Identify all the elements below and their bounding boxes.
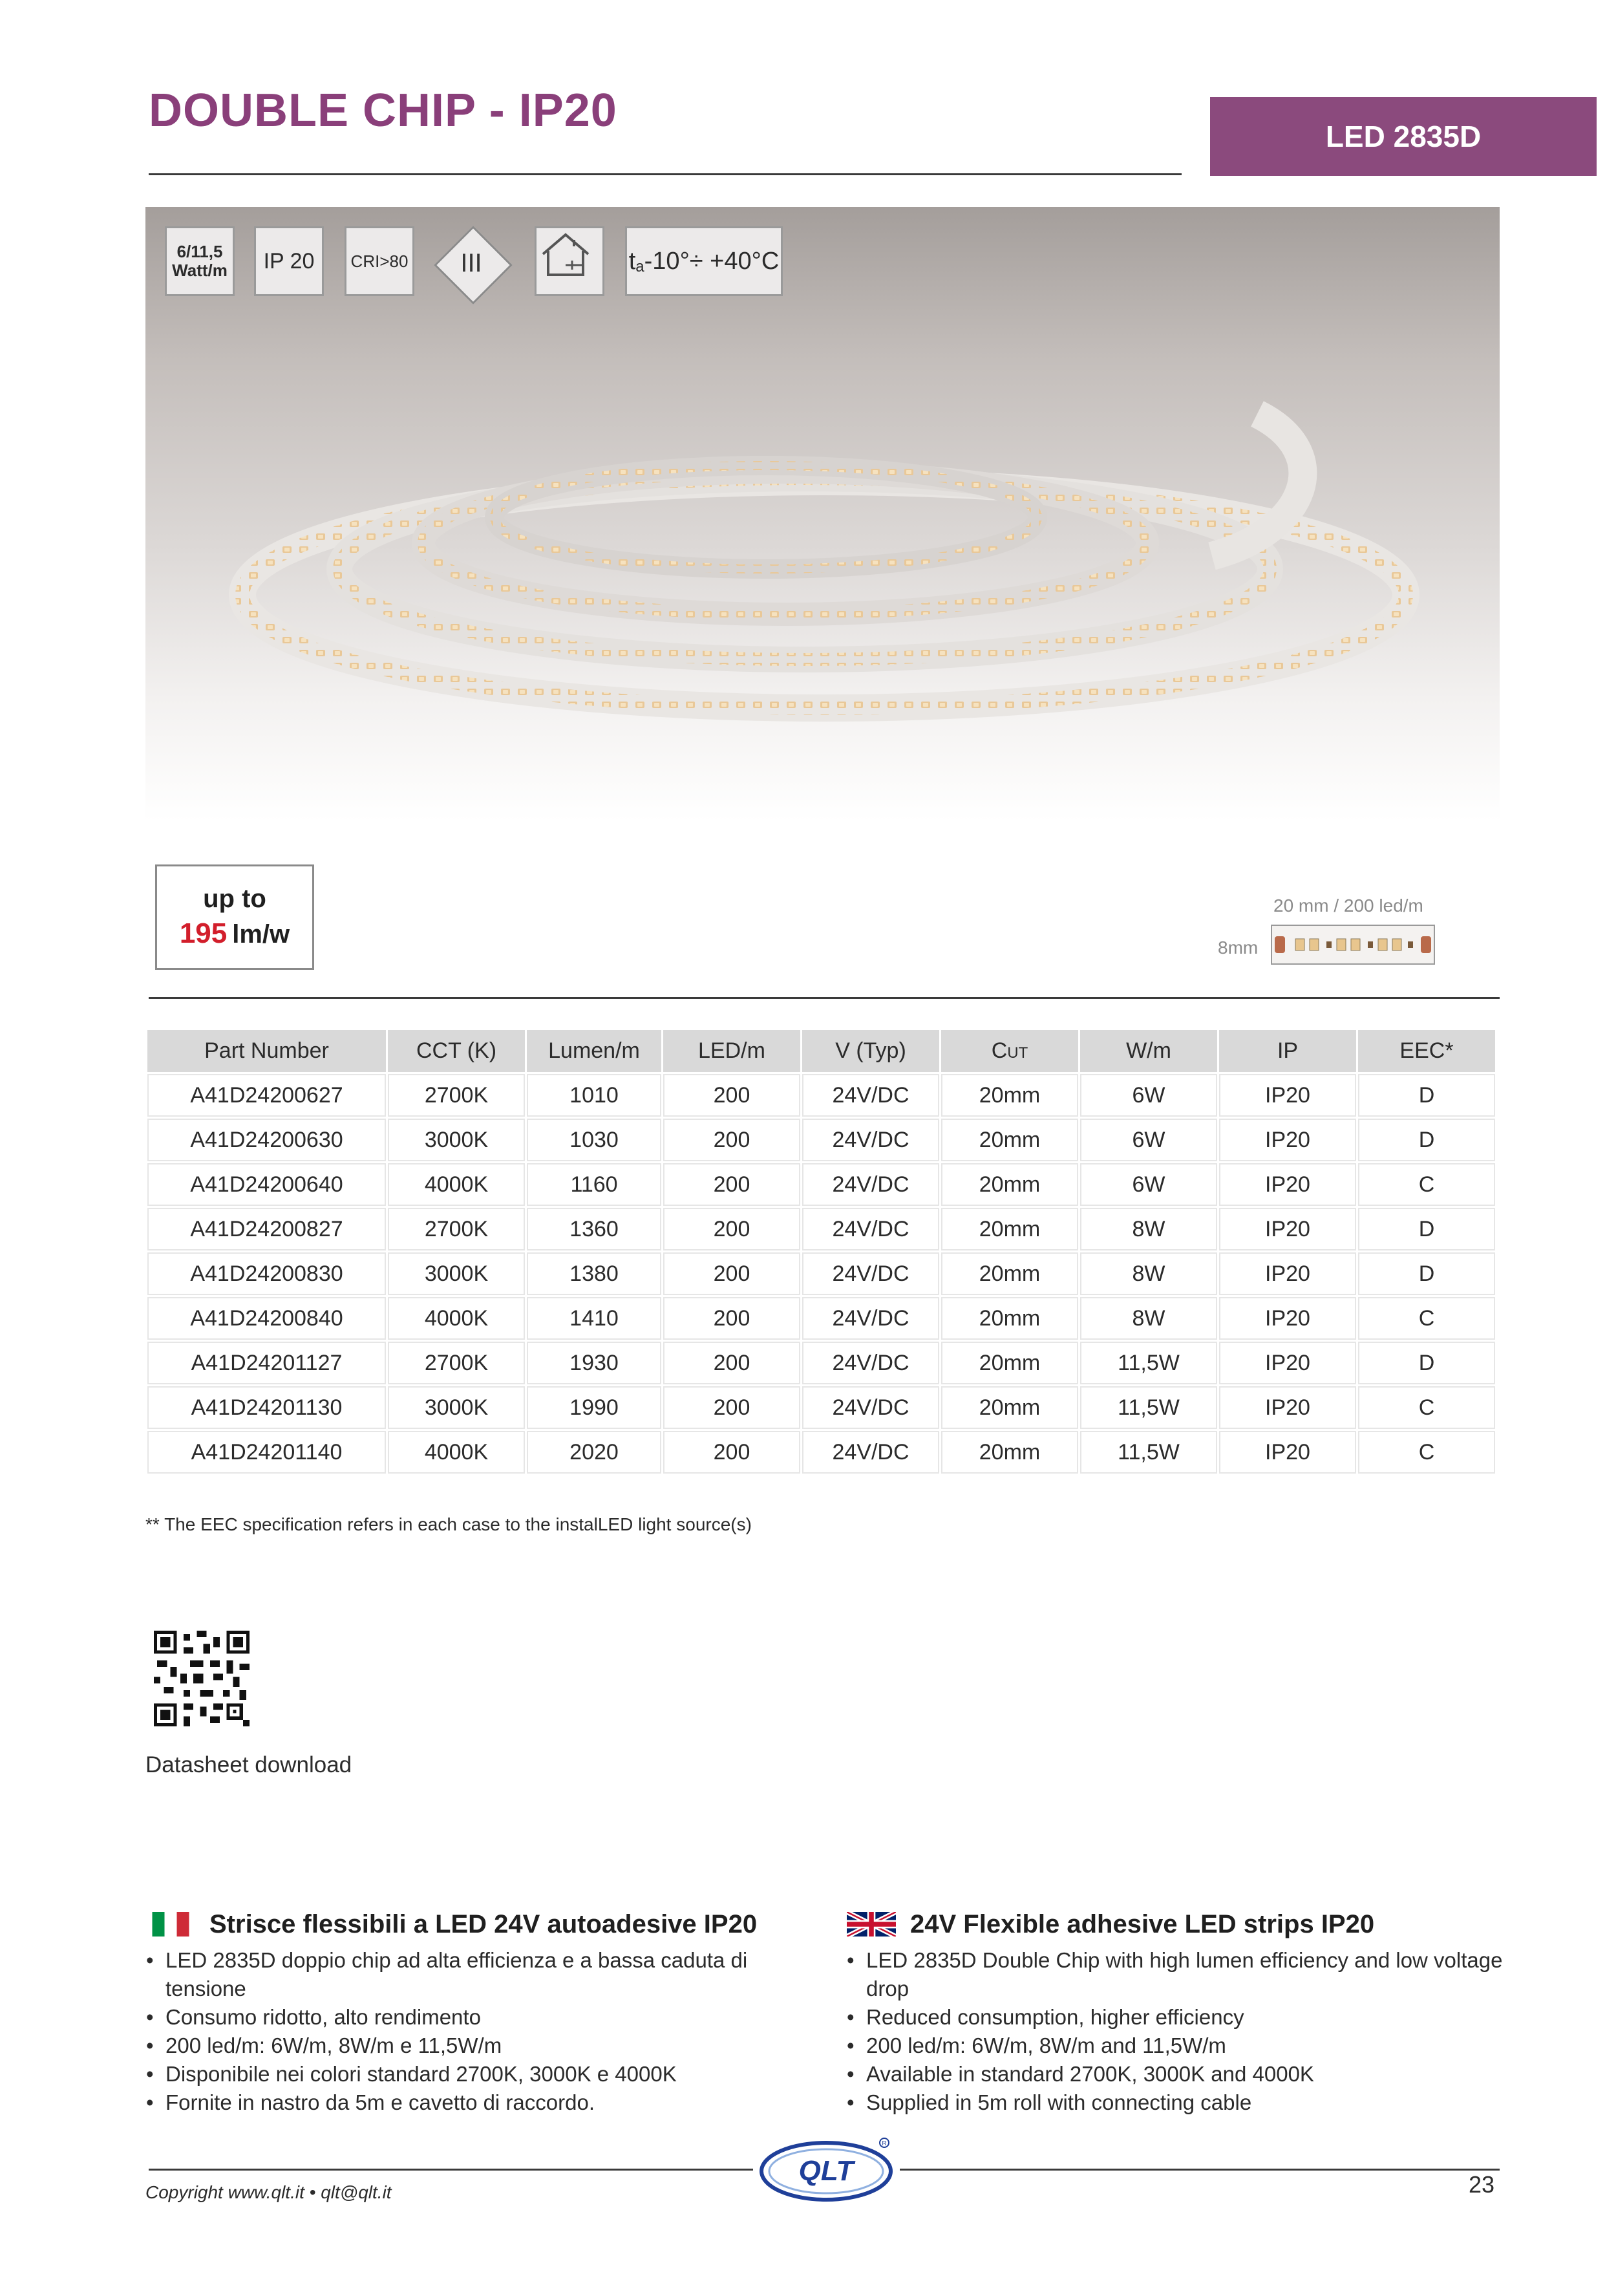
table-cell: 20mm <box>941 1297 1078 1340</box>
table-cell: 6W <box>1080 1074 1217 1117</box>
col-ip: IP <box>1219 1030 1356 1072</box>
table-cell: 24V/DC <box>802 1208 939 1250</box>
table-cell: 1360 <box>527 1208 661 1250</box>
protection-class-label: III <box>460 248 482 277</box>
table-row <box>147 1386 1495 1429</box>
table-cell: 20mm <box>941 1119 1078 1161</box>
table-cell: 6W <box>1080 1119 1217 1161</box>
table-cell: 3000K <box>388 1386 525 1429</box>
strip-pitch-label: 20 mm / 200 led/m <box>1273 896 1423 916</box>
table-cell: IP20 <box>1219 1342 1356 1384</box>
table-cell: 1160 <box>527 1163 661 1206</box>
eec-footnote: ** The EEC specification refers in each case to the instalLED light source(s) <box>145 1514 752 1534</box>
table-cell: D <box>1358 1119 1495 1161</box>
temp-range: -10°÷ +40°C <box>644 247 780 275</box>
efficiency-value: 195 <box>179 917 228 949</box>
copyright-text: Copyright www.qlt.it • qlt@qlt.it <box>145 2182 392 2202</box>
table-cell: 2700K <box>388 1208 525 1250</box>
table-row <box>147 1431 1495 1474</box>
footer-divider-right <box>900 2169 1500 2171</box>
table-cell: A41D24201140 <box>147 1431 386 1474</box>
table-cell: 20mm <box>941 1208 1078 1250</box>
table-cell: 24V/DC <box>802 1074 939 1117</box>
table-cell: 200 <box>663 1208 800 1250</box>
table-cell: 24V/DC <box>802 1163 939 1206</box>
table-cell: 24V/DC <box>802 1431 939 1474</box>
table-cell: 3000K <box>388 1119 525 1161</box>
ambient-temp-badge <box>625 226 783 296</box>
english-title: 24V Flexible adhesive LED strips IP20 <box>910 1909 1375 1938</box>
table-cell: 200 <box>663 1431 800 1474</box>
col-cut-label: Cut <box>991 1038 1028 1063</box>
table-cell: IP20 <box>1219 1252 1356 1295</box>
table-cell: 4000K <box>388 1297 525 1340</box>
table-cell: A41D24200640 <box>147 1163 386 1206</box>
table-cell: 1010 <box>527 1074 661 1117</box>
table-cell: A41D24201127 <box>147 1342 386 1384</box>
temp-subscript: a <box>635 258 644 275</box>
logo-text: QLT <box>798 2155 854 2187</box>
efficiency-unit: lm/w <box>232 920 290 949</box>
table-cell: 4000K <box>388 1431 525 1474</box>
table-cell: 8W <box>1080 1297 1217 1340</box>
list-item: • Supplied in 5m roll with connecting cable <box>847 2088 1506 2117</box>
table-cell: 20mm <box>941 1431 1078 1474</box>
table-cell: C <box>1358 1431 1495 1474</box>
col-cut <box>941 1030 1078 1072</box>
datasheet-qr-code[interactable] <box>154 1631 250 1726</box>
table-cell: C <box>1358 1386 1495 1429</box>
col-watt: W/m <box>1080 1030 1217 1072</box>
english-features <box>847 1946 1506 2117</box>
table-cell: 24V/DC <box>802 1342 939 1384</box>
table-cell: 1410 <box>527 1297 661 1340</box>
table-cell: 200 <box>663 1342 800 1384</box>
strip-width-label: 8mm <box>1218 938 1259 958</box>
table-cell: A41D24201130 <box>147 1386 386 1429</box>
page-title: DOUBLE CHIP - IP20 <box>149 85 617 136</box>
table-row <box>147 1252 1495 1295</box>
table-cell: 200 <box>663 1074 800 1117</box>
table-cell: 6W <box>1080 1163 1217 1206</box>
col-led: LED/m <box>663 1030 800 1072</box>
table-cell: 200 <box>663 1163 800 1206</box>
table-cell: A41D24200830 <box>147 1252 386 1295</box>
wattage-unit: Watt/m <box>172 261 228 280</box>
col-voltage: V (Typ) <box>802 1030 939 1072</box>
efficiency-prefix: up to <box>203 885 266 913</box>
table-cell: IP20 <box>1219 1119 1356 1161</box>
table-cell: IP20 <box>1219 1297 1356 1340</box>
table-cell: IP20 <box>1219 1386 1356 1429</box>
col-eec: EEC* <box>1358 1030 1495 1072</box>
table-cell: 24V/DC <box>802 1297 939 1340</box>
table-cell: 2700K <box>388 1074 525 1117</box>
table-cell: IP20 <box>1219 1074 1356 1117</box>
table-cell: A41D24200827 <box>147 1208 386 1250</box>
product-photo <box>145 207 1500 821</box>
table-cell: 200 <box>663 1297 800 1340</box>
indoor-use-badge <box>535 226 604 296</box>
cri-badge: CRI>80 <box>345 226 414 296</box>
table-row <box>147 1074 1495 1117</box>
table-cell: 8W <box>1080 1252 1217 1295</box>
table-cell: 8W <box>1080 1208 1217 1250</box>
list-item: • 200 led/m: 6W/m, 8W/m e 11,5W/m <box>146 2032 805 2060</box>
list-item: • Consumo ridotto, alto rendimento <box>146 2003 805 2032</box>
english-description <box>847 1907 1506 2117</box>
table-cell: IP20 <box>1219 1163 1356 1206</box>
italian-features <box>146 1946 805 2117</box>
table-cell: D <box>1358 1074 1495 1117</box>
table-cell: 20mm <box>941 1252 1078 1295</box>
table-cell: A41D24200627 <box>147 1074 386 1117</box>
list-item: • 200 led/m: 6W/m, 8W/m and 11,5W/m <box>847 2032 1506 2060</box>
qlt-logo <box>755 2134 897 2205</box>
table-cell: 1990 <box>527 1386 661 1429</box>
qr-code-icon <box>154 1631 250 1726</box>
table-cell: A41D24200630 <box>147 1119 386 1161</box>
table-cell: 20mm <box>941 1342 1078 1384</box>
table-cell: 20mm <box>941 1163 1078 1206</box>
col-lumen: Lumen/m <box>527 1030 661 1072</box>
table-cell: 11,5W <box>1080 1386 1217 1429</box>
led-strip-coil-image <box>145 207 1500 821</box>
product-table <box>145 1028 1497 1475</box>
table-cell: C <box>1358 1163 1495 1206</box>
italy-flag-icon <box>146 1912 195 1937</box>
table-cell: 24V/DC <box>802 1386 939 1429</box>
table-cell: 20mm <box>941 1074 1078 1117</box>
table-cell: D <box>1358 1252 1495 1295</box>
list-item: • LED 2835D Double Chip with high lumen efficiency and low voltage drop <box>847 1946 1506 2003</box>
italian-title: Strisce flessibili a LED 24V autoadesive IP20 <box>209 1909 758 1938</box>
table-divider <box>149 997 1500 999</box>
wattage-badge <box>165 226 235 296</box>
table-row <box>147 1297 1495 1340</box>
qr-label: Datasheet download <box>145 1752 352 1777</box>
table-cell: 1030 <box>527 1119 661 1161</box>
col-part-number: Part Number <box>147 1030 386 1072</box>
table-cell: IP20 <box>1219 1208 1356 1250</box>
wattage-value: 6/11,5 <box>176 242 223 262</box>
table-cell: D <box>1358 1208 1495 1250</box>
efficiency-line <box>180 917 290 950</box>
table-cell: 20mm <box>941 1386 1078 1429</box>
table-cell: IP20 <box>1219 1431 1356 1474</box>
table-cell: 24V/DC <box>802 1119 939 1161</box>
protection-class-badge <box>434 226 508 300</box>
table-cell: 200 <box>663 1386 800 1429</box>
table-cell: A41D24200840 <box>147 1297 386 1340</box>
list-item: • Disponibile nei colori standard 2700K, 3000K e 4000K <box>146 2060 805 2088</box>
table-cell: 3000K <box>388 1252 525 1295</box>
table-cell: 200 <box>663 1119 800 1161</box>
title-divider <box>149 173 1182 175</box>
table-row <box>147 1163 1495 1206</box>
list-item: • Reduced consumption, higher efficiency <box>847 2003 1506 2032</box>
table-cell: 1380 <box>527 1252 661 1295</box>
table-row <box>147 1342 1495 1384</box>
uk-flag-icon <box>847 1912 896 1937</box>
table-cell: 200 <box>663 1252 800 1295</box>
efficiency-box <box>155 864 314 970</box>
table-cell: 11,5W <box>1080 1342 1217 1384</box>
italian-description <box>146 1907 805 2117</box>
temp-symbol: t <box>628 247 636 275</box>
table-cell: 4000K <box>388 1163 525 1206</box>
table-cell: 11,5W <box>1080 1431 1217 1474</box>
table-cell: 2020 <box>527 1431 661 1474</box>
table-cell: C <box>1358 1297 1495 1340</box>
list-item: • Fornite in nastro da 5m e cavetto di raccordo. <box>146 2088 805 2117</box>
list-item: • Available in standard 2700K, 3000K and 4000K <box>847 2060 1506 2088</box>
table-cell: 2700K <box>388 1342 525 1384</box>
list-item: • LED 2835D doppio chip ad alta efficienza e a bassa caduta di tensione <box>146 1946 805 2003</box>
table-cell: 1930 <box>527 1342 661 1384</box>
footer-divider-left <box>149 2169 753 2171</box>
col-cct: CCT (K) <box>388 1030 525 1072</box>
table-cell: 24V/DC <box>802 1252 939 1295</box>
table-row <box>147 1208 1495 1250</box>
svg-text:R: R <box>882 2140 887 2147</box>
page-number: 23 <box>1469 2171 1495 2198</box>
qlt-logo-icon <box>755 2134 897 2205</box>
indoor-house-icon <box>537 228 595 280</box>
table-row <box>147 1119 1495 1161</box>
ip-rating-badge: IP 20 <box>254 226 324 296</box>
strip-segment-icon <box>1272 926 1434 963</box>
strip-diagram <box>1271 925 1435 965</box>
table-cell: D <box>1358 1342 1495 1384</box>
led-type-tag: LED 2835D <box>1210 97 1597 176</box>
table-header-row <box>147 1030 1495 1072</box>
